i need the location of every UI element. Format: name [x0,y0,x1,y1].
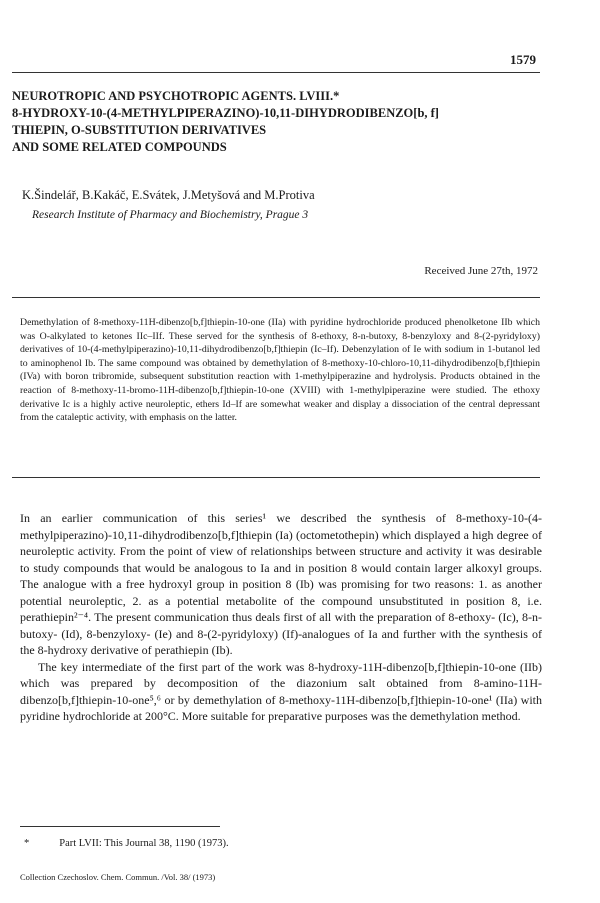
footnote-mark: * [24,838,30,849]
footnote-text: Part LVII: This Journal 38, 1190 (1973). [59,838,229,849]
header-rule [12,72,540,73]
abstract: Demethylation of 8-methoxy-11H-dibenzo[b,f]thiepin-10-one (IIa) with pyridine hydrochloride produced phenolketone IIb which was O-alkylated to ketones IIc–IIf. These served for the synthesis of 8-ethoxy, 8-n-butoxy, 8-benzyloxy and 8-(2-pyridyloxy) derivatives of 10-(4-methylpiperazino)-10,11-dihydrodibenzo[b,f]thiepin (Ic–If). Debenzylation of Ie with sodium in 1-butanol led to aminophenol Ib. The same compound was obtained by demethylation of 8-methoxy-10-chloro-10,11-dihydrodibenzo[b,f]thiepin (IVa) with boron tribromide, subsequent substitution reaction with 1-methylpiperazine and hydrolysis. Products obtained in the reaction of 8-methoxy-11-bromo-11H-dibenzo[b,f]thiepin-10-one (XVIII) with 1-methylpiperazine were studied. The ethoxy derivative Ic is a highly active neuroleptic, ethers Id–If are somewhat weaker and display a dissociation of the central depressant from the cataleptic activity, with emphasis on the latter. [20,317,540,424]
abstract-top-rule [12,297,540,298]
title-line-2: 8-HYDROXY-10-(4-METHYLPIPERAZINO)-10,11-DIHYDRODIBENZO[b, f] [12,106,439,120]
main-body [20,510,542,725]
footnote-rule [20,826,220,827]
body-paragraph-1: In an earlier communication of this series¹ we described the synthesis of 8-methoxy-10-(4-methylpiperazino)-10,11-dihydrodibenzo[b,f]thiepin (Ia) (octometothepin) which displayed a high degree of neuroleptic activity. From the point of view of relationships between structure and activity it was desirable to study compounds that would be analogous to Ia and in position 8 would contain larger alkoxyl groups. The analogue with a free hydroxyl group in position 8 (Ib) was promising for two reasons: 1. as another potential neuroleptic, 2. as a potential metabolite of the compound unsubstituted in position 8, i.e. perathiepin²⁻⁴. The present communication thus deals first of all with the preparation of 8-ethoxy- (Ic), 8-n-butoxy- (Id), 8-benzyloxy- (Ie) and 8-(2-pyridyloxy) (If)-analogues of Ia and further with the synthesis of the 8-hydroxy derivative of perathiepin (Ib). [20,511,542,657]
institute-affiliation: Research Institute of Pharmacy and Biochemistry, Prague 3 [32,209,309,221]
title-line-4: AND SOME RELATED COMPOUNDS [12,140,227,154]
abstract-bottom-rule [12,477,540,478]
page-number: 1579 [510,52,536,67]
title-line-1: NEUROTROPIC AND PSYCHOTROPIC AGENTS. LVIII.* [12,89,340,103]
article-title [12,88,552,156]
author-list: K.Šindelář, B.Kakáč, E.Svátek, J.Metyšová and M.Protiva [22,188,315,202]
received-date: Received June 27th, 1972 [424,265,538,277]
title-line-3: THIEPIN, O-SUBSTITUTION DERIVATIVES [12,123,267,137]
journal-citation: Collection Czechoslov. Chem. Commun. /Vol. 38/ (1973) [20,872,216,882]
footnote [24,838,229,849]
body-paragraph-2: The key intermediate of the first part of the work was 8-hydroxy-11H-dibenzo[b,f]thiepin-10-one (IIb) which was prepared by decomposition of the diazonium salt obtained from 8-amino-11H-dibenzo[b,f]thiepin-10-one⁵,⁶ or by demethylation of 8-methoxy-11H-dibenzo[b,f]thiepin-10-one¹ (IIa) with pyridine hydrochloride at 200°C. More suitable for preparative purposes was the demethylation method. [20,659,542,723]
